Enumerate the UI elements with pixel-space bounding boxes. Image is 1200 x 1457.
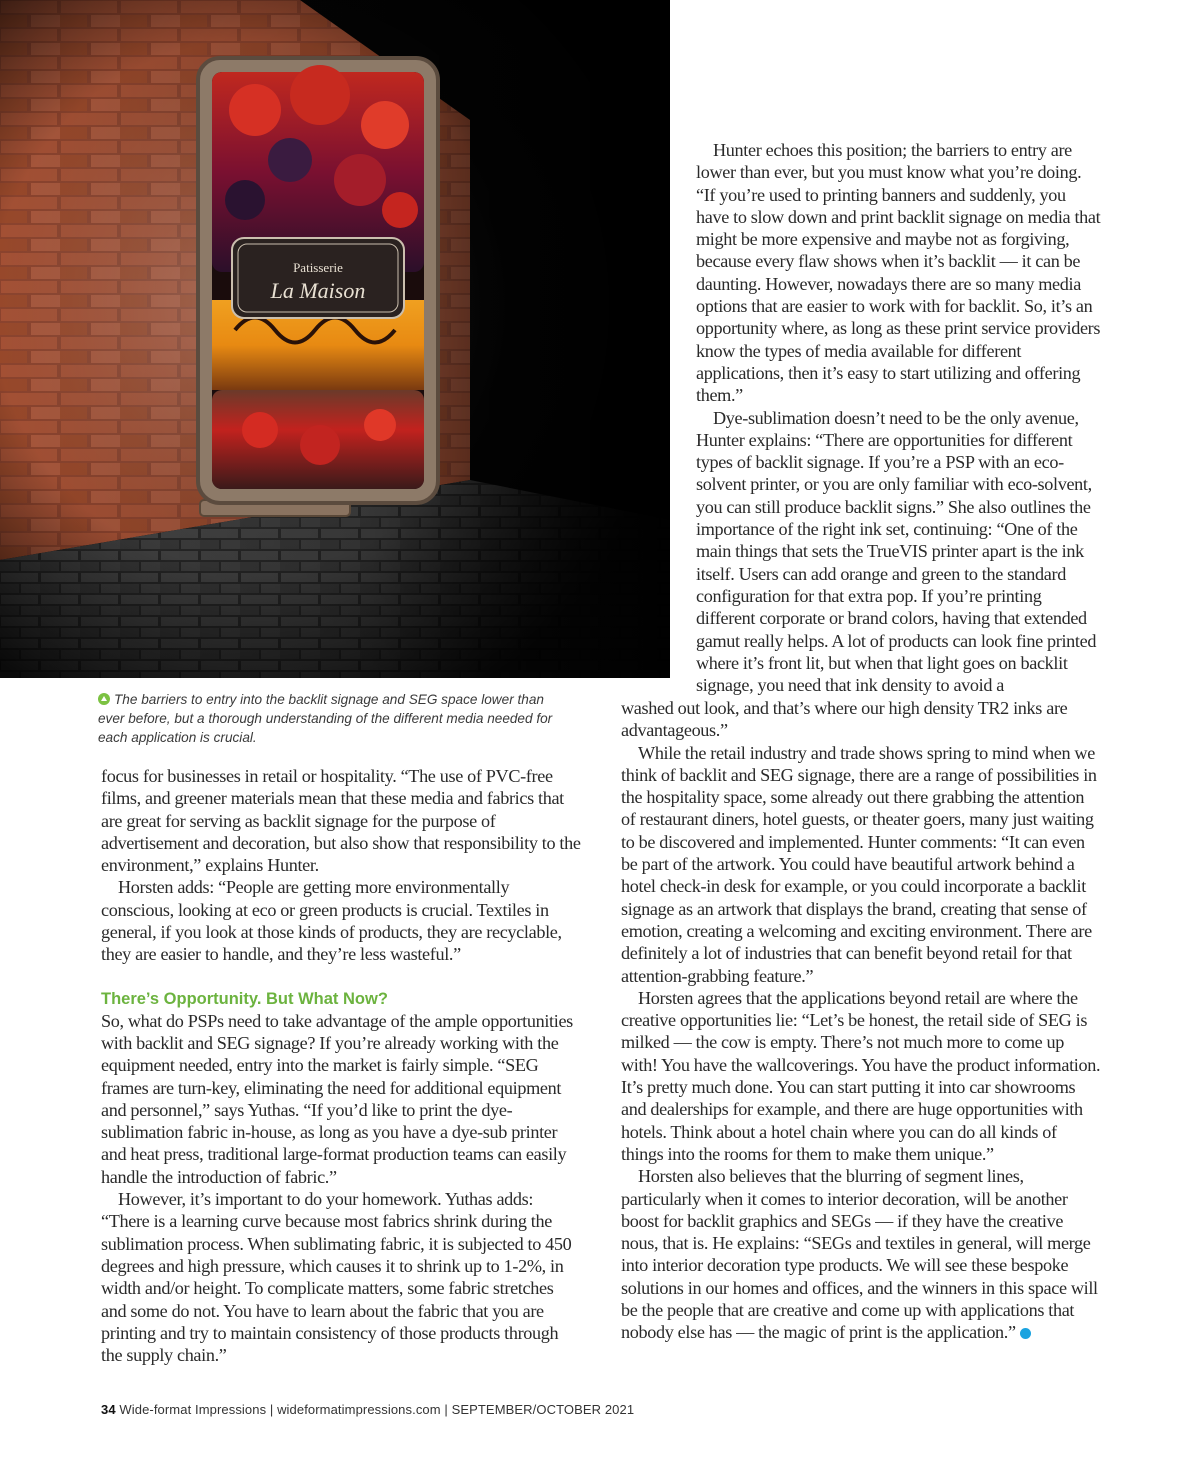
paragraph: Hunter echoes this position; the barriers to entry are lower than ever, but you must know what you’re doing. “If you’re used to printing banners and suddenly, you have to slow down and print backlit signage on media that might be more expensive and maybe not as forgiving, because every flaw shows when it’s backlit — it can be daunting. However, nowadays there are so many media options that are easier to work with for backlit. So, it’s an opportunity where, as long as these print service providers know the types of media available for different applications, then it’s easy to start utilizing and offering them.” <box>696 140 1101 406</box>
sign-text-line1: Patisserie <box>293 260 343 275</box>
page-number: 34 <box>101 1402 116 1417</box>
paragraph: focus for businesses in retail or hospitality. “The use of PVC-free films, and greener materials mean that these media and fabrics that are great for serving as backlit signage for the purpose of advertisement and decoration, but also show that responsibility to the environment,” explains Hunter. <box>101 766 581 876</box>
caption-arrow-icon <box>98 693 110 705</box>
paragraph-continuation: washed out look, and that’s where our high density TR2 inks are advantageous.” <box>621 698 1068 741</box>
paragraph-final <box>621 1165 1101 1343</box>
caption-text: The barriers to entry into the backlit signage and SEG space lower than ever before, but a thorough understanding of the different media needed for each application is crucial. <box>98 692 553 745</box>
page-footer <box>101 1402 634 1417</box>
paragraph-final-text: Horsten also believes that the blurring of segment lines, particularly when it comes to interior decoration, will be another boost for backlit graphics and SEGs — if they have the creative nous, that is. He explains: “SEGs and textiles in general, will merge into interior decoration type products. We will see these bespoke solutions in our homes and offices, and the winners in this space will be the people that are creative and come up with applications that nobody else has — the magic of print is the application.” <box>621 1166 1098 1343</box>
section-subhead: There’s Opportunity. But What Now? <box>101 989 388 1008</box>
paragraph: While the retail industry and trade shows spring to mind when we think of backlit and SEG signage, there are a range of possibilities in the hospitality space, some already out there grabbing the attention of restaurant diners, hotel guests, or theater goers, many just waiting to be discovered and implemented. Hunter comments: “It can even be part of the artwork. You could have beautiful artwork behind a hotel check-in desk for example, or you could incorporate a backlit signage as an artwork that displays the brand, creating that sense of emotion, creating a welcoming and exciting environment. There are definitely a lot of industries that can benefit beyond retail for that attention-grabbing feature.” <box>621 742 1097 986</box>
article-photo <box>0 0 670 678</box>
end-of-article-icon <box>1020 1328 1031 1339</box>
right-column-top <box>696 139 1101 696</box>
footer-text: Wide-format Impressions | wideformatimpressions.com | SEPTEMBER/OCTOBER 2021 <box>119 1402 635 1417</box>
photo-caption <box>98 690 568 747</box>
right-column-bottom <box>621 697 1101 1344</box>
sign-text-line2: La Maison <box>270 278 366 303</box>
paragraph: So, what do PSPs need to take advantage of the ample opportunities with backlit and SEG signage? If you’re already working with the equipment needed, entry into the market is fairly simple. “SEG frames are turn-key, eliminating the need for additional equipment and personnel,” says Yuthas. “If you’d like to print the dye-sublimation fabric in-house, as long as you have a dye-sub printer and heat press, traditional large-format production teams can easily handle the introduction of fabric.” <box>101 1010 573 1187</box>
left-column <box>101 765 581 1366</box>
paragraph: Dye-sublimation doesn’t need to be the only avenue, Hunter explains: “There are opportunities for different types of backlit signage. If you’re a PSP with an eco-solvent printer, or you are only familiar with eco-solvent, you can still produce backlit signs.” She also outlines the importance of the right ink set, continuing: “One of the main things that sets the TrueVIS printer apart is the ink itself. Users can add orange and green to the standard configuration for that extra pop. If you’re printing different corporate or brand colors, having that extended gamut really helps. A lot of products can look fine printed where it’s front lit, but when that light goes on backlit signage, you need that ink density to avoid a <box>696 407 1097 696</box>
paragraph: Horsten agrees that the applications beyond retail are where the creative opportunities lie: “Let’s be honest, the retail side of SEG is milked — the cow is empty. There’s not much more to come up with! You have the wallcoverings. You have the product information. It’s pretty much done. You can start putting it into car showrooms and dealerships for example, and there are huge opportunities with hotels. Think about a hotel chain where you can do all kinds of things into the rooms for them to make them unique.” <box>621 987 1101 1164</box>
paragraph: Horsten adds: “People are getting more environmentally conscious, looking at eco or green products is crucial. Textiles in general, if you look at those kinds of products, they are recyclable, they are easier to handle, and they’re less wasteful.” <box>101 877 562 965</box>
paragraph: However, it’s important to do your homework. Yuthas adds: “There is a learning curve because most fabrics shrink during the sublimation process. When sublimating fabric, it is subjected to 450 degrees and high pressure, which causes it to shrink up to 1-2%, in width and/or height. To complicate matters, some fabric stretches and some do not. You have to learn about the fabric that you are printing and try to maintain consistency of those products through the supply chain.” <box>101 1189 572 1366</box>
